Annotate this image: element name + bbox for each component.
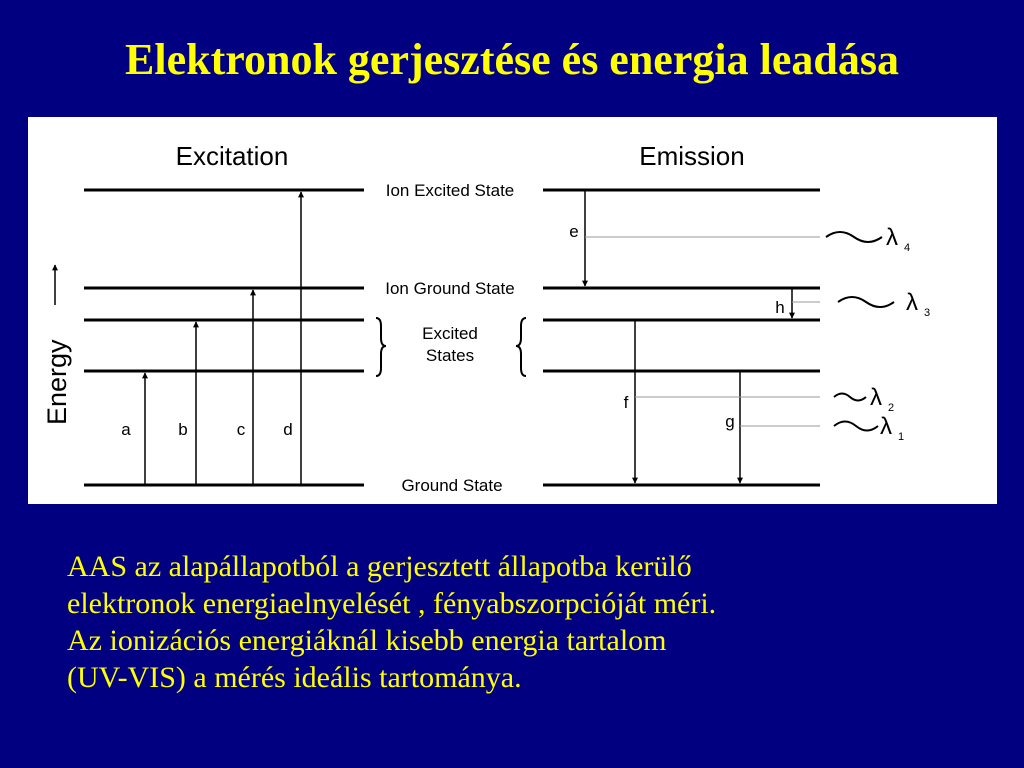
excitation-label-a: a <box>121 420 131 439</box>
energy-axis-label: Energy <box>42 339 72 425</box>
brace-right <box>516 318 526 376</box>
label-ground-state: Ground State <box>401 476 503 495</box>
label-excited-states-line2: States <box>425 346 475 365</box>
body-paragraph <box>67 548 967 696</box>
photon-wave-4 <box>826 232 882 242</box>
energy-diagram-svg <box>28 117 997 504</box>
lambda-3-symbol: λ <box>906 289 918 316</box>
photon-wave-3 <box>838 297 894 307</box>
emission-label-e: e <box>569 222 579 241</box>
photon-wave-2 <box>834 394 866 401</box>
emission-label-g: g <box>725 412 735 431</box>
lambda-4-symbol: λ <box>886 224 898 251</box>
lambda-1-subscript: 1 <box>898 431 905 443</box>
body-line-2: elektronok energiaelnyelését , fényabszorpcióját méri. <box>67 587 717 620</box>
lambda-4-subscript: 4 <box>904 242 911 254</box>
excitation-heading: Excitation <box>175 141 289 171</box>
emission-heading: Emission <box>639 141 745 171</box>
label-ion-excited-state: Ion Excited State <box>385 181 515 200</box>
energy-level-diagram <box>28 117 997 504</box>
excitation-label-d: d <box>283 420 293 439</box>
excitation-label-c: c <box>236 420 246 439</box>
emission-label-h: h <box>775 298 785 317</box>
body-line-3: Az ionizációs energiáknál kisebb energia tartalom <box>67 624 667 657</box>
brace-left <box>376 318 386 376</box>
lambda-2-subscript: 2 <box>888 402 895 414</box>
body-line-1: AAS az alapállapotból a gerjesztett állapotba kerülő <box>67 550 692 583</box>
label-excited-states-line1: Excited <box>422 324 478 343</box>
slide-title: Elektronok gerjesztése és energia leadása <box>125 35 899 84</box>
lambda-1-symbol: λ <box>880 413 892 440</box>
lambda-2-symbol: λ <box>870 384 882 411</box>
label-ion-ground-state: Ion Ground State <box>385 279 515 298</box>
body-line-4: (UV-VIS) a mérés ideális tartománya. <box>67 661 522 694</box>
lambda-3-subscript: 3 <box>924 307 931 319</box>
photon-wave-1 <box>834 422 878 431</box>
emission-label-f: f <box>623 393 629 412</box>
excitation-label-b: b <box>178 420 188 439</box>
